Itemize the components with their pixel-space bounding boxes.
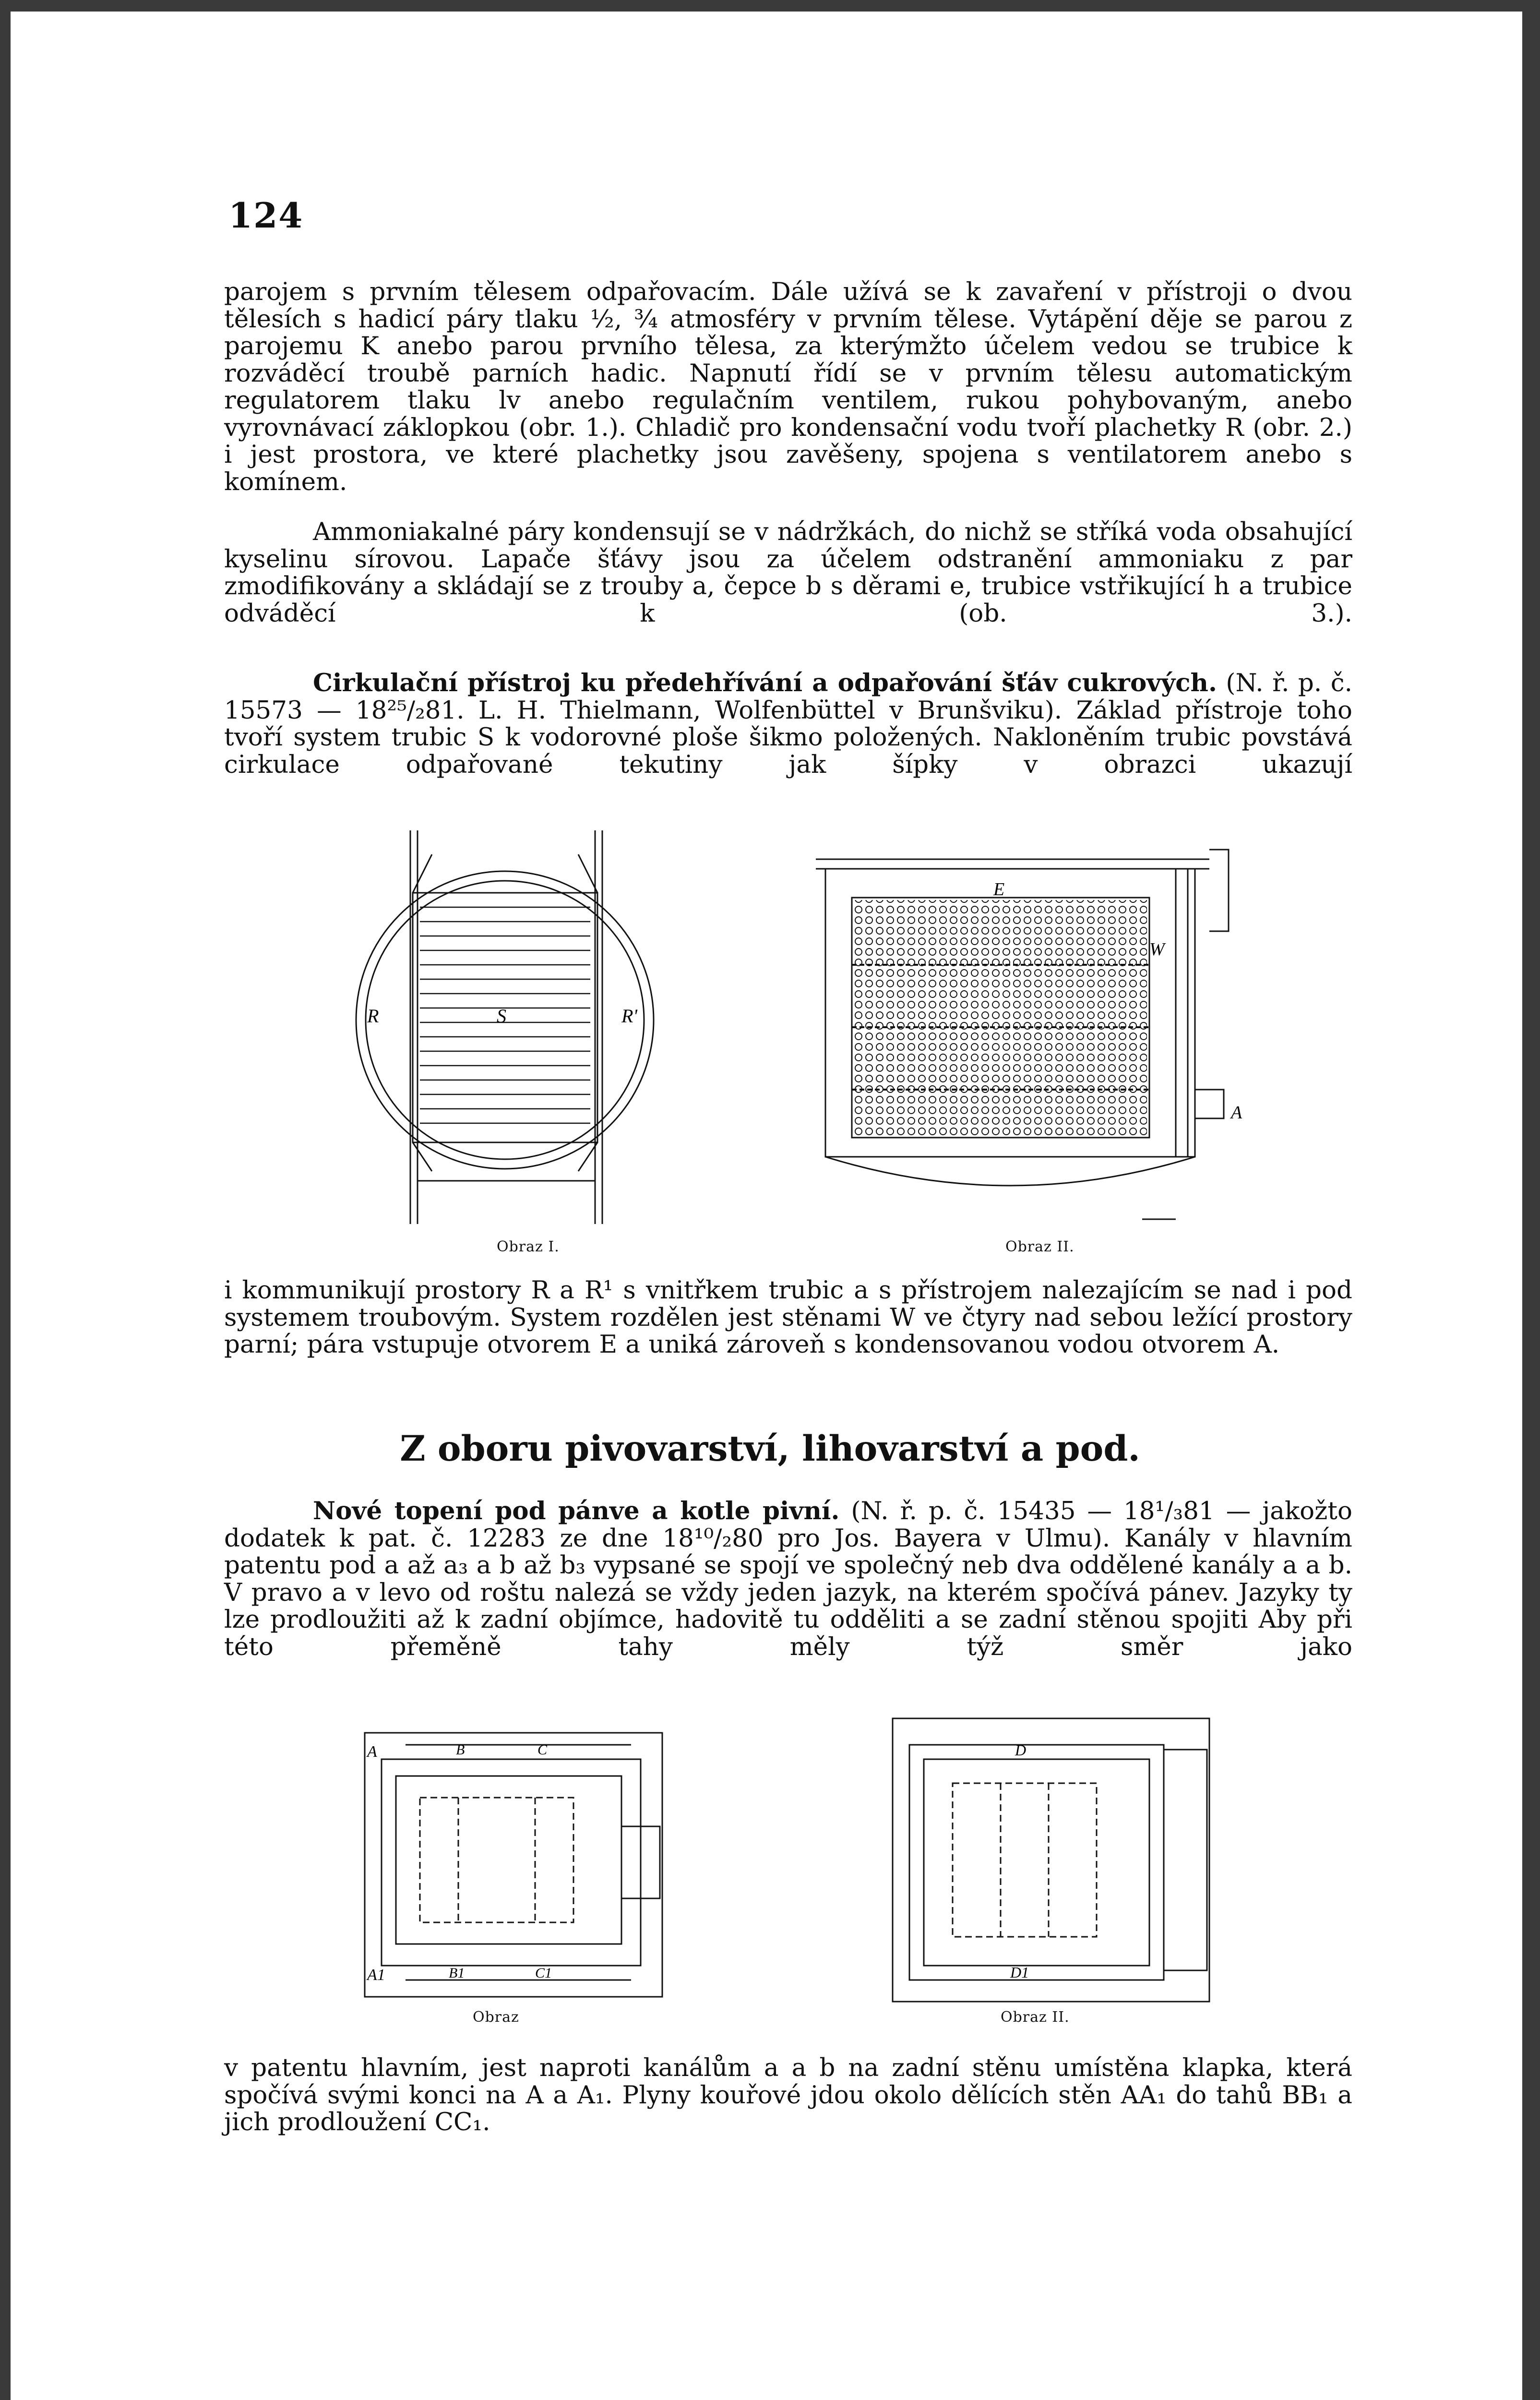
section-title: Z oboru pivovarství, lihovarství a pod. [400,1428,1140,1469]
fig3-label-c1: C1 [535,1965,552,1981]
paragraph-5-body: (N. ř. p. č. 15435 — 18¹/₃81 — jakožto dodatek k pat. č. 12283 ze dne 18¹⁰/₂80 pro Jos. Bayera v Ulmu). Kanály v hlavním patentu pod a až a₃ a b až b₃ vypsané se spojí ve společný neb dva oddělené kanály a a b. V pravo a v levo od roštu nalezá se vždy jeden jazyk, na kterém spočívá pánev. Jazyky ty lze prodloužiti až k zadní objímce, hadovitě tu odděliti a se zadní stěnou spojiti Aby při této přeměně tahy měly týž směr jako [224,1497,1352,1661]
figure-4-caption: Obraz II. [1001,2009,1070,2026]
fig3-label-a1: A1 [367,1966,385,1984]
fig1-label-r: R [367,1005,379,1027]
fig3-label-b1: B1 [449,1965,465,1981]
figure-1-caption: Obraz I. [497,1238,560,1255]
fig2-label-w: W [1149,939,1165,960]
figure-2-caption: Obraz II. [1005,1238,1074,1255]
page-number: 124 [228,195,304,236]
paragraph-5-title: Nové topení pod pánve a kotle pivní. [313,1497,840,1525]
fig1-label-r-prime: R' [621,1005,637,1027]
figure-1-circular-apparatus [317,826,701,1224]
figure-3-furnace-plan [362,1730,665,1999]
fig2-label-e: E [993,879,1005,900]
fig2-label-a: A [1231,1103,1242,1123]
fig3-label-c: C [537,1742,548,1758]
fig4-label-d: D [1015,1741,1027,1759]
paragraph-5 [224,1498,1352,1660]
figure-3-caption: Obraz [473,2009,519,2026]
paragraph-3 [224,670,1352,778]
figure-2-rectangular-apparatus [811,830,1272,1229]
paragraph-4: i kommunikují prostory R a R¹ s vnitřkem trubic a s přístrojem nalezajícím se nad i pod systemem troubovým. System rozdělen jest stěnami W ve čtyry nad sebou ležící prostory parní; pára vstupuje otvorem E a uniká zároveň s kondensovanou vodou otvorem A. [224,1276,1352,1359]
paragraph-1: parojem s prvním tělesem odpařovacím. Dále užívá se k zavaření v přístroji o dvou tělesích s hadicí páry tlaku ½, ¾ atmosféry v prvním tělese. Vytápění děje se parou z parojemu K anebo parou prvního tělesa, za kterýmžto účelem vedou se trubice k rozváděcí troubě parních hadic. Napnutí řídí se v prvním tělesu automatickým regulatorem tlaku lv anebo regulačním ventilem, rukou pohybovaným, anebo vyrovnávací záklopkou (obr. 1.). Chladič pro kondensační vodu tvoří plachetky R (obr. 2.) i jest prostora, ve které plachetky jsou zavěšeny, spojena s ventilatorem anebo s komínem. [224,277,1352,496]
fig1-label-s: S [497,1005,506,1027]
figure-4-furnace-plan [890,1716,1212,2004]
fig4-label-d1: D1 [1010,1964,1029,1981]
fig3-label-a: A [367,1743,377,1761]
fig3-label-b: B [456,1742,465,1758]
paragraph-6: v patentu hlavním, jest naproti kanálům a a b na zadní stěnu umístěna klapka, která spočívá svými konci na A a A₁. Plyny kouřové jdou okolo dělících stěn AA₁ do tahů BB₁ a jich prodloužení CC₁. [224,2053,1352,2136]
paragraph-2: Ammoniakalné páry kondensují se v nádržkách, do nichž se stříká voda obsahující kyselinu sírovou. Lapače šťávy jsou za účelem odstranění ammoniaku z par zmodifikovány a skládají se z trouby a, čepce b s děrami e, trubice vstřikující h a trubice odváděcí k (ob. 3.). [224,517,1352,628]
paragraph-3-body: (N. ř. p. č. 15573 — 18²⁵/₂81. L. H. Thielmann, Wolfenbüttel v Brunšviku). Základ přístroje toho tvoří system trubic S k vodorovné ploše šikmo položených. Nakloněním trubic povstává cirkulace odpařované tekutiny jak šípky v obrazci ukazují [224,669,1352,779]
paragraph-3-title: Cirkulační přístroj ku předehřívání a odpařování šťáv cukrových. [313,669,1217,697]
